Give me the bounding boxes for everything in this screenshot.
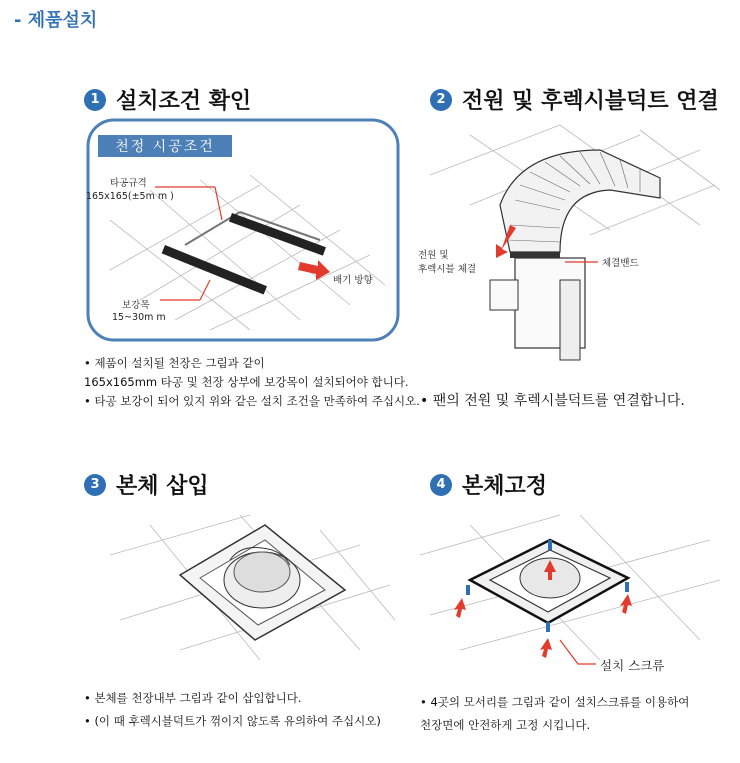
step-4-caption-2: 천장면에 안전하게 고정 시킵니다. xyxy=(420,718,591,732)
page-title: - 제품설치 xyxy=(14,10,98,31)
step-2-title: 전원 및 후렉시블덕트 연결 xyxy=(462,89,719,114)
label-flex: 후렉시블 체결 xyxy=(418,264,477,275)
label-band: 체결밴드 xyxy=(602,258,639,269)
screw-mark-left xyxy=(466,585,470,595)
label-power: 전원 및 xyxy=(418,250,449,261)
label-hole: 타공규격 xyxy=(110,178,147,189)
box-title: 천정 시공조건 xyxy=(98,135,232,157)
step-4-caption-1: • 4곳의 모서리를 그림과 같이 설치스크류를 이용하여 xyxy=(420,695,690,709)
step-4-number: 4 xyxy=(430,474,452,496)
arrow-bottom xyxy=(540,638,552,658)
step-1-caption-1: • 제품이 설치될 천장은 그림과 같이 xyxy=(84,356,265,370)
step-3-title: 본체 삽입 xyxy=(116,474,209,499)
arrow-left xyxy=(454,598,466,618)
label-support-size: 15~30m m xyxy=(112,312,166,323)
step-3-number: 3 xyxy=(84,474,106,496)
step-4-title: 본체고정 xyxy=(462,474,548,499)
screw-mark-right xyxy=(625,582,629,592)
step-1-title: 설치조건 확인 xyxy=(116,89,252,114)
step-2-number: 2 xyxy=(430,89,452,111)
step-3-caption-2: • (이 때 후렉시블덕트가 꺾이지 않도록 유의하여 주십시오) xyxy=(84,714,381,728)
label-screw: 설치 스크류 xyxy=(600,658,665,673)
step-1-caption-2: 165x165mm 타공 및 천장 상부에 보강목이 설치되어야 합니다. xyxy=(84,375,409,389)
label-hole-size: 165x165(±5m m ) xyxy=(86,191,174,202)
screw-leader xyxy=(560,640,596,664)
step-1-caption-3: • 타공 보강이 되어 있지 위와 같은 설치 조건을 만족하여 주십시오. xyxy=(84,394,420,408)
step-1-number: 1 xyxy=(84,89,106,111)
step-2-caption-1: • 팬의 전원 및 후렉시블덕트를 연결합니다. xyxy=(420,393,685,409)
label-support: 보강목 xyxy=(122,300,150,311)
arrow-right xyxy=(620,594,632,614)
screw-mark-bottom xyxy=(546,622,550,632)
label-exhaust: 배기 방향 xyxy=(333,275,373,286)
screw-mark-top xyxy=(548,540,552,550)
step-3-caption-1: • 본체를 천장내부 그림과 같이 삽입합니다. xyxy=(84,691,302,705)
